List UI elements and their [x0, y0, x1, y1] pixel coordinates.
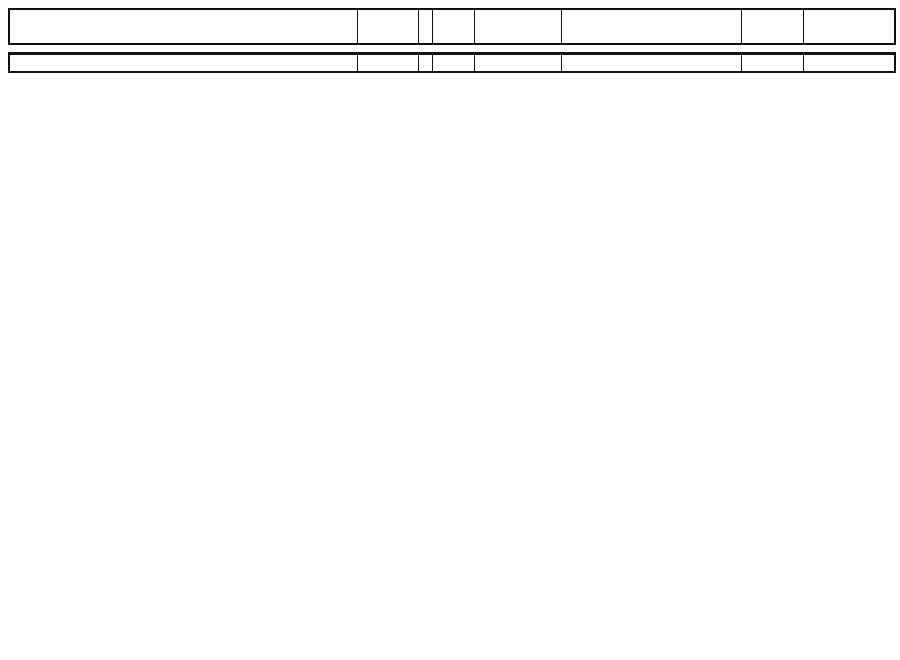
table-header: [8, 8, 896, 45]
total-row: [9, 54, 895, 72]
total-plz: [432, 54, 474, 72]
header-ort: [474, 9, 561, 44]
header-objektart: [9, 9, 357, 44]
header-plz: [432, 9, 474, 44]
total-label: [9, 54, 357, 72]
total-ort: [474, 54, 561, 72]
header-row: [9, 9, 895, 44]
header-flaeche: [803, 9, 895, 44]
header-blank: [418, 9, 432, 44]
total-blank: [418, 54, 432, 72]
total-einheiten: [357, 54, 418, 72]
property-table: [8, 52, 896, 73]
header-baujahr: [741, 9, 803, 44]
header-adresse: [561, 9, 741, 44]
total-adresse: [561, 54, 741, 72]
total-baujahr: [741, 54, 803, 72]
header-anzahl: [357, 9, 418, 44]
total-flaeche: [803, 54, 895, 72]
